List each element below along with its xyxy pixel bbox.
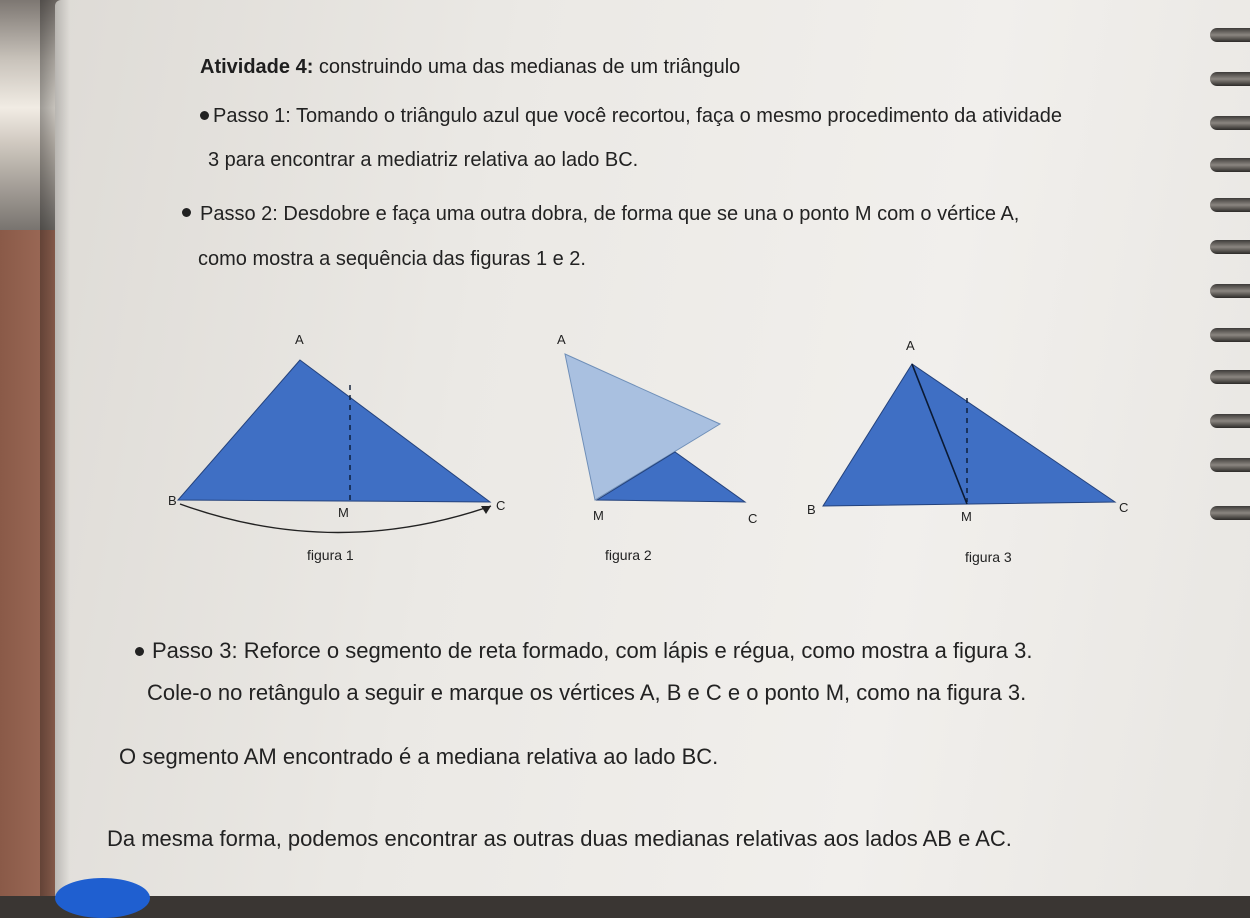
figure-1-triangle bbox=[178, 360, 490, 502]
spiral-ring bbox=[1210, 158, 1250, 172]
step2-line2: como mostra a sequência das figuras 1 e 2. bbox=[198, 248, 586, 270]
figure-2-caption: figura 2 bbox=[605, 547, 652, 563]
spiral-ring bbox=[1210, 370, 1250, 384]
figure-3 bbox=[807, 338, 1128, 565]
step2-line1: Passo 2: Desdobre e faça uma outra dobra, de forma que se una o ponto M com o vértice A, bbox=[200, 203, 1020, 225]
figure-3-label-m: M bbox=[961, 509, 972, 524]
figure-1 bbox=[168, 332, 505, 563]
figure-3-triangle bbox=[823, 364, 1115, 506]
spiral-ring bbox=[1210, 414, 1250, 428]
step3-line1: Passo 3: Reforce o segmento de reta formado, com lápis e régua, como mostra a figura 3. bbox=[152, 638, 1033, 663]
spiral-binding bbox=[1206, 0, 1250, 896]
figure-1-label-c: C bbox=[496, 498, 506, 513]
activity-title bbox=[200, 56, 740, 79]
spiral-ring bbox=[1210, 198, 1250, 212]
step1-line1: Passo 1: Tomando o triângulo azul que você recortou, faça o mesmo procedimento da atividade bbox=[213, 105, 1063, 127]
activity-title-bold: Atividade 4: bbox=[200, 56, 314, 78]
spiral-ring bbox=[1210, 72, 1250, 86]
spiral-ring bbox=[1210, 240, 1250, 254]
spiral-ring bbox=[1210, 28, 1250, 42]
figure-3-caption: figura 3 bbox=[965, 549, 1012, 565]
figures-panel bbox=[55, 320, 1195, 580]
step3-bullet bbox=[135, 647, 144, 656]
page-edge-shadow bbox=[40, 0, 70, 896]
spiral-ring bbox=[1210, 116, 1250, 130]
step2-bullet bbox=[182, 208, 191, 217]
step1-bullet bbox=[200, 111, 209, 120]
figure-2-label-m: M bbox=[593, 508, 604, 523]
conclusion-line1: O segmento AM encontrado é a mediana relativa ao lado BC. bbox=[119, 744, 719, 769]
figure-2 bbox=[557, 332, 757, 563]
spiral-ring bbox=[1210, 328, 1250, 342]
figure-2-label-c: C bbox=[748, 511, 758, 526]
figure-3-label-b: B bbox=[807, 502, 816, 517]
figure-3-label-c: C bbox=[1119, 500, 1129, 515]
figure-1-label-m: M bbox=[338, 505, 349, 520]
figure-1-label-b: B bbox=[168, 493, 177, 508]
figure-1-caption: figura 1 bbox=[307, 547, 354, 563]
worksheet-page bbox=[55, 0, 1250, 896]
blue-object bbox=[55, 878, 150, 918]
step3-line2: Cole-o no retângulo a seguir e marque os vértices A, B e C e o ponto M, como na figura 3. bbox=[147, 680, 1027, 705]
figure-1-label-a: A bbox=[295, 332, 304, 347]
figure-3-label-a: A bbox=[906, 338, 915, 353]
spiral-ring bbox=[1210, 284, 1250, 298]
spiral-ring bbox=[1210, 506, 1250, 520]
figure-2-label-a: A bbox=[557, 332, 566, 347]
figure-1-arrowhead bbox=[481, 506, 491, 514]
conclusion-line2: Da mesma forma, podemos encontrar as outras duas medianas relativas aos lados AB e AC. bbox=[107, 826, 1012, 851]
activity-title-rest: construindo uma das medianas de um triângulo bbox=[313, 56, 741, 78]
step1-line2: 3 para encontrar a mediatriz relativa ao lado BC. bbox=[208, 149, 639, 171]
spiral-ring bbox=[1210, 458, 1250, 472]
figure-1-unfold-arrow bbox=[180, 504, 491, 533]
